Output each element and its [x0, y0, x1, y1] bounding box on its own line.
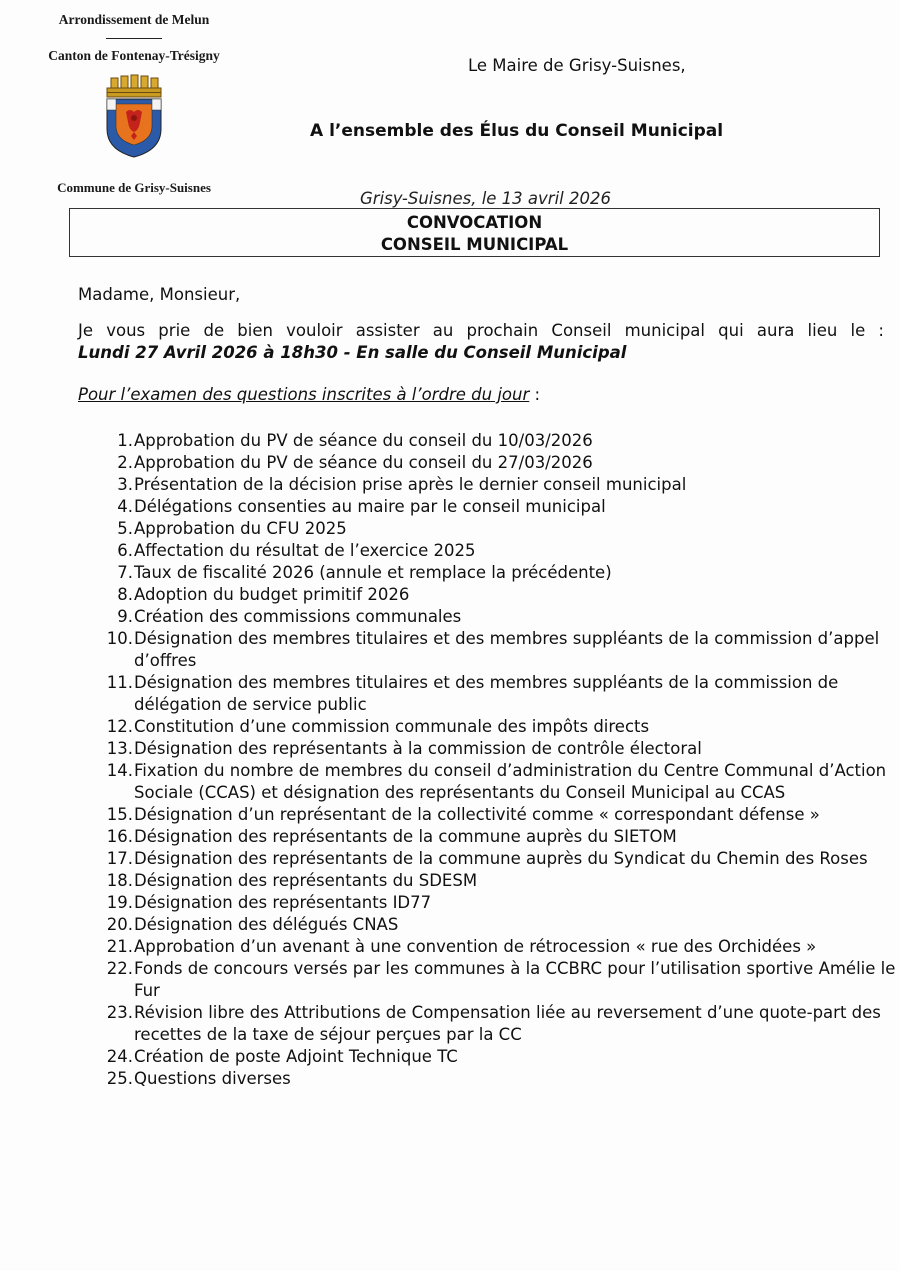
- intro-paragraph: [78, 320, 884, 364]
- agenda-item: [96, 1068, 896, 1090]
- agenda-item-number: 19.: [106, 893, 133, 912]
- agenda-item: [96, 738, 896, 760]
- arrondissement-label: Arrondissement de Melun: [58, 12, 210, 27]
- agenda-item-number: 14.: [106, 761, 133, 780]
- agenda-item: [96, 628, 896, 672]
- coat-of-arms-icon: [99, 74, 169, 158]
- agenda-item-number: 6.: [117, 541, 133, 560]
- agenda-item-number: 18.: [106, 871, 133, 890]
- agenda-item: [96, 1046, 896, 1068]
- agenda-item-text: Approbation du CFU 2025: [134, 519, 347, 538]
- agenda-item: [96, 606, 896, 628]
- agenda-item-number: 12.: [106, 717, 133, 736]
- agenda-item: [96, 430, 896, 452]
- agenda-item-text: Désignation des représentants à la commission de contrôle électoral: [134, 739, 702, 758]
- agenda-item: [96, 540, 896, 562]
- agenda-item: [96, 848, 896, 870]
- agenda-item-number: 21.: [106, 937, 133, 956]
- crown-icon: [107, 75, 161, 97]
- agenda-item-number: 23.: [106, 1003, 133, 1022]
- agenda-intro-label: Pour l’examen des questions inscrites à l’ordre du jour: [78, 385, 530, 404]
- agenda-item: [96, 518, 896, 540]
- agenda-item: [96, 452, 896, 474]
- commune-header: [20, 12, 248, 196]
- agenda-item-number: 17.: [106, 849, 133, 868]
- agenda-item-number: 13.: [106, 739, 133, 758]
- agenda-item-number: 24.: [106, 1047, 133, 1066]
- agenda-item: [96, 958, 896, 1002]
- convocation-title: CONVOCATION: [406, 213, 543, 232]
- agenda-item-number: 15.: [106, 805, 133, 824]
- agenda-item-text: Approbation d’un avenant à une convention de rétrocession « rue des Orchidées »: [134, 937, 817, 956]
- agenda-item-text: Affectation du résultat de l’exercice 2025: [134, 541, 476, 560]
- maire-line: Le Maire de Grisy-Suisnes,: [468, 56, 686, 75]
- agenda-item: [96, 496, 896, 518]
- agenda-item-text: Adoption du budget primitif 2026: [134, 585, 410, 604]
- agenda-item-number: 8.: [117, 585, 133, 604]
- agenda-item-text: Constitution d’une commission communale des impôts directs: [134, 717, 650, 736]
- agenda-item: [96, 760, 896, 804]
- agenda-item-number: 2.: [117, 453, 133, 472]
- agenda-item-text: Taux de fiscalité 2026 (annule et remplace la précédente): [134, 563, 612, 582]
- meeting-details: Lundi 27 Avril 2026 à 18h30 - En salle du Conseil Municipal: [78, 343, 627, 362]
- intro-line: Je vous prie de bien vouloir assister au prochain Conseil municipal qui aura lieu le :: [78, 321, 884, 340]
- agenda-item: [96, 914, 896, 936]
- agenda-item-number: 16.: [106, 827, 133, 846]
- agenda-item-number: 22.: [106, 959, 133, 978]
- agenda-item-text: Création des commissions communales: [134, 607, 462, 626]
- agenda-item: [96, 716, 896, 738]
- header-rule: [106, 38, 162, 39]
- agenda-item-number: 9.: [117, 607, 133, 626]
- agenda-item-text: Révision libre des Attributions de Compensation liée au reversement d’une quote-part des recettes de la taxe de séjour perçues par la CC: [134, 1003, 881, 1044]
- agenda-item: [96, 584, 896, 606]
- agenda-item: [96, 826, 896, 848]
- agenda-item-number: 4.: [117, 497, 133, 516]
- agenda-item-text: Désignation des représentants de la commune auprès du SIETOM: [134, 827, 677, 846]
- agenda-item: [96, 562, 896, 584]
- agenda-item: [96, 936, 896, 958]
- agenda-item: [96, 1002, 896, 1046]
- agenda-item-text: Fonds de concours versés par les communes à la CCBRC pour l’utilisation sportive Amélie le Fur: [134, 959, 896, 1000]
- recipients-line: A l’ensemble des Élus du Conseil Municipal: [310, 121, 724, 141]
- agenda-item: [96, 474, 896, 496]
- date-line: Grisy-Suisnes, le 13 avril 2026: [360, 189, 611, 208]
- agenda-item-text: Fixation du nombre de membres du conseil d’administration du Centre Communal d’Action Sociale (CCAS) et désignation des représentants du Conseil Municipal au CCAS: [134, 761, 887, 802]
- agenda-item-text: Désignation d’un représentant de la collectivité comme « correspondant défense »: [134, 805, 820, 824]
- agenda-item-number: 11.: [106, 673, 133, 692]
- agenda-item-number: 10.: [106, 629, 133, 648]
- agenda-intro-colon: :: [529, 385, 541, 404]
- agenda-item: [96, 892, 896, 914]
- convocation-title-box: [69, 208, 880, 257]
- agenda-item-text: Désignation des membres titulaires et des membres suppléants de la commission d’appel d’offres: [134, 629, 880, 670]
- commune-label: Commune de Grisy-Suisnes: [57, 180, 211, 195]
- agenda-item-text: Désignation des représentants ID77: [134, 893, 432, 912]
- agenda-item-text: Désignation des représentants de la commune auprès du Syndicat du Chemin des Roses: [134, 849, 868, 868]
- conseil-title: CONSEIL MUNICIPAL: [380, 235, 569, 254]
- canton-label: Canton de Fontenay-Trésigny: [48, 48, 220, 63]
- agenda-item-number: 5.: [117, 519, 133, 538]
- agenda-item: [96, 672, 896, 716]
- agenda-item-text: Approbation du PV de séance du conseil du 10/03/2026: [134, 431, 593, 450]
- agenda-item-text: Désignation des représentants du SDESM: [134, 871, 478, 890]
- agenda-intro: [78, 385, 540, 404]
- agenda-list: [96, 430, 896, 1090]
- agenda-item: [96, 870, 896, 892]
- agenda-item-number: 3.: [117, 475, 133, 494]
- agenda-item-text: Présentation de la décision prise après le dernier conseil municipal: [134, 475, 687, 494]
- agenda-item-text: Création de poste Adjoint Technique TC: [134, 1047, 458, 1066]
- agenda-item-text: Approbation du PV de séance du conseil du 27/03/2026: [134, 453, 593, 472]
- agenda-item-number: 7.: [117, 563, 133, 582]
- salutation: Madame, Monsieur,: [78, 285, 241, 304]
- agenda-item-text: Désignation des membres titulaires et des membres suppléants de la commission de délégation de service public: [134, 673, 839, 714]
- agenda-item-number: 20.: [106, 915, 133, 934]
- agenda-item-text: Désignation des délégués CNAS: [134, 915, 399, 934]
- agenda-item: [96, 804, 896, 826]
- agenda-item-number: 25.: [106, 1069, 133, 1088]
- agenda-item-number: 1.: [117, 431, 133, 450]
- agenda-item-text: Délégations consenties au maire par le conseil municipal: [134, 497, 606, 516]
- agenda-item-text: Questions diverses: [134, 1069, 291, 1088]
